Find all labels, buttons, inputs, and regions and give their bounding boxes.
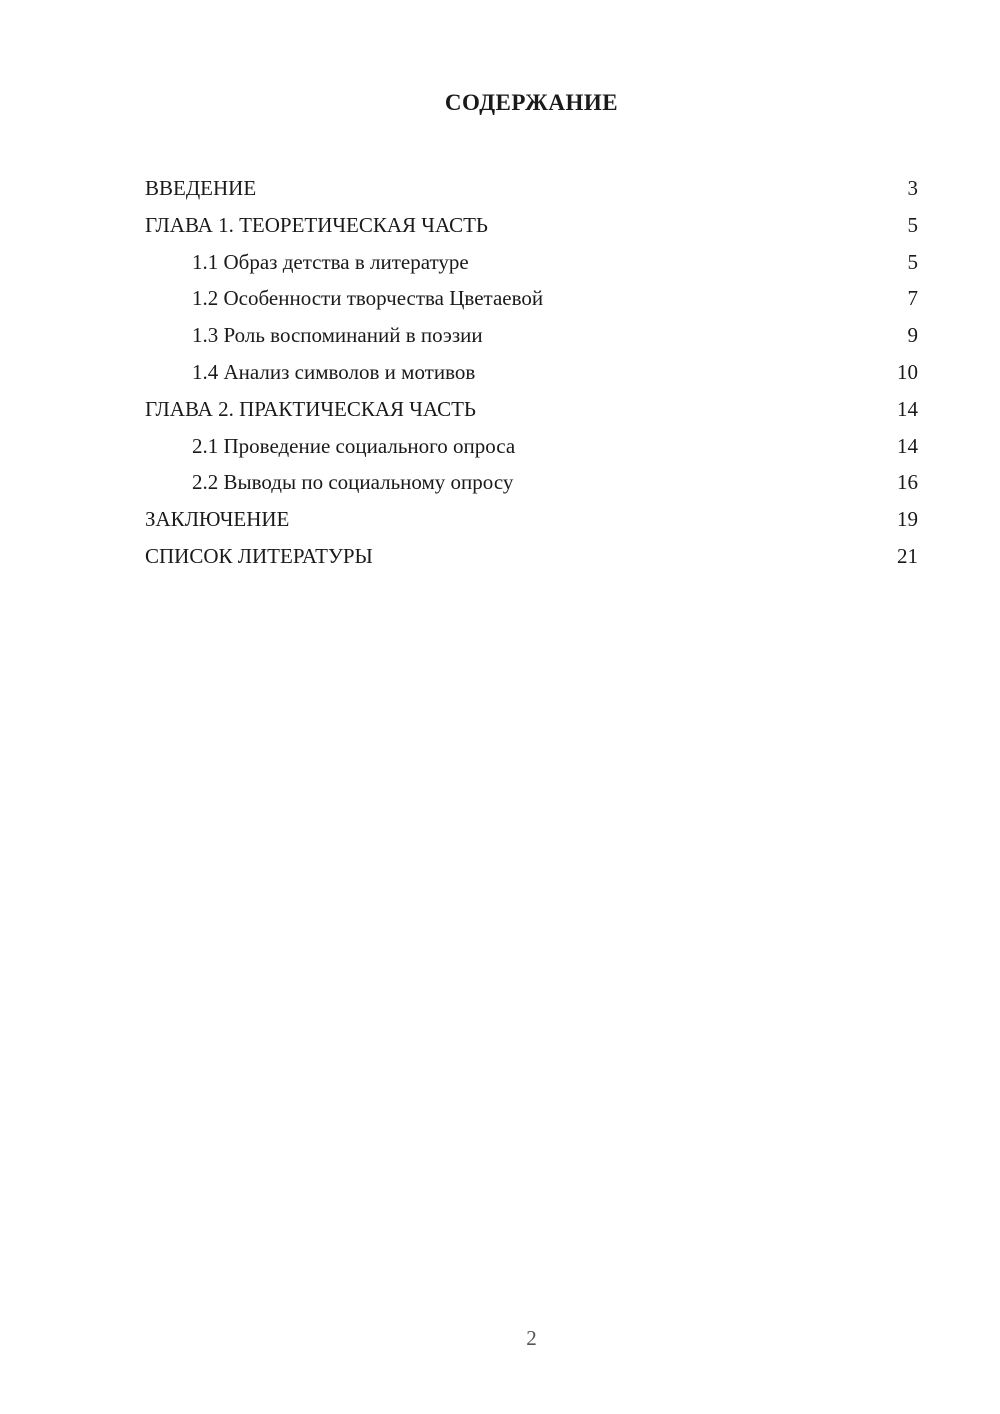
footer-page-number: 2 [526, 1326, 537, 1350]
toc-entry [145, 428, 918, 465]
toc-entry-page-number: 10 [897, 359, 918, 384]
toc-entry [145, 170, 918, 207]
toc-entry-page-number: 9 [907, 323, 918, 348]
toc-entry-label: 2.1 Проведение социального опроса [192, 433, 516, 458]
toc-entry-label: 1.1 Образ детства в литературе [192, 249, 469, 274]
toc-entry-page-number: 16 [897, 470, 918, 495]
toc-entry-page-number: 7 [907, 286, 918, 311]
toc-entry [145, 354, 918, 391]
toc-entry-label: 1.3 Роль воспоминаний в поэзии [192, 323, 483, 348]
toc-entry [145, 207, 918, 244]
toc-entry [145, 391, 918, 428]
toc-entry [145, 464, 918, 501]
toc-entry-label: СПИСОК ЛИТЕРАТУРЫ [145, 543, 373, 568]
toc-entry-label: ЗАКЛЮЧЕНИЕ [145, 507, 290, 532]
toc-entry-label: ГЛАВА 1. ТЕОРЕТИЧЕСКАЯ ЧАСТЬ [145, 212, 488, 237]
toc-entry [145, 244, 918, 281]
toc-entry [145, 280, 918, 317]
page-title: СОДЕРЖАНИЕ [444, 90, 619, 115]
toc-entry-label: ВВЕДЕНИЕ [145, 176, 257, 200]
toc-entry-page-number: 14 [897, 433, 918, 458]
toc-list [145, 170, 918, 575]
toc-entry-label: ГЛАВА 2. ПРАКТИЧЕСКАЯ ЧАСТЬ [145, 396, 476, 421]
toc-entry-page-number: 14 [897, 396, 918, 421]
toc-entry-label: 1.4 Анализ символов и мотивов [192, 359, 476, 384]
toc-entry [145, 501, 918, 538]
toc-entry-page-number: 5 [907, 212, 918, 237]
toc-entry-page-number: 19 [897, 507, 918, 532]
toc-entry-page-number: 21 [897, 543, 918, 568]
toc-entry-page-number: 5 [907, 249, 918, 274]
toc-entry [145, 317, 918, 354]
toc-entry-page-number: 3 [907, 176, 918, 200]
toc-entry-label: 2.2 Выводы по социальному опросу [192, 470, 514, 495]
toc-entry [145, 538, 918, 575]
toc-entry-label: 1.2 Особенности творчества Цветаевой [192, 286, 544, 311]
